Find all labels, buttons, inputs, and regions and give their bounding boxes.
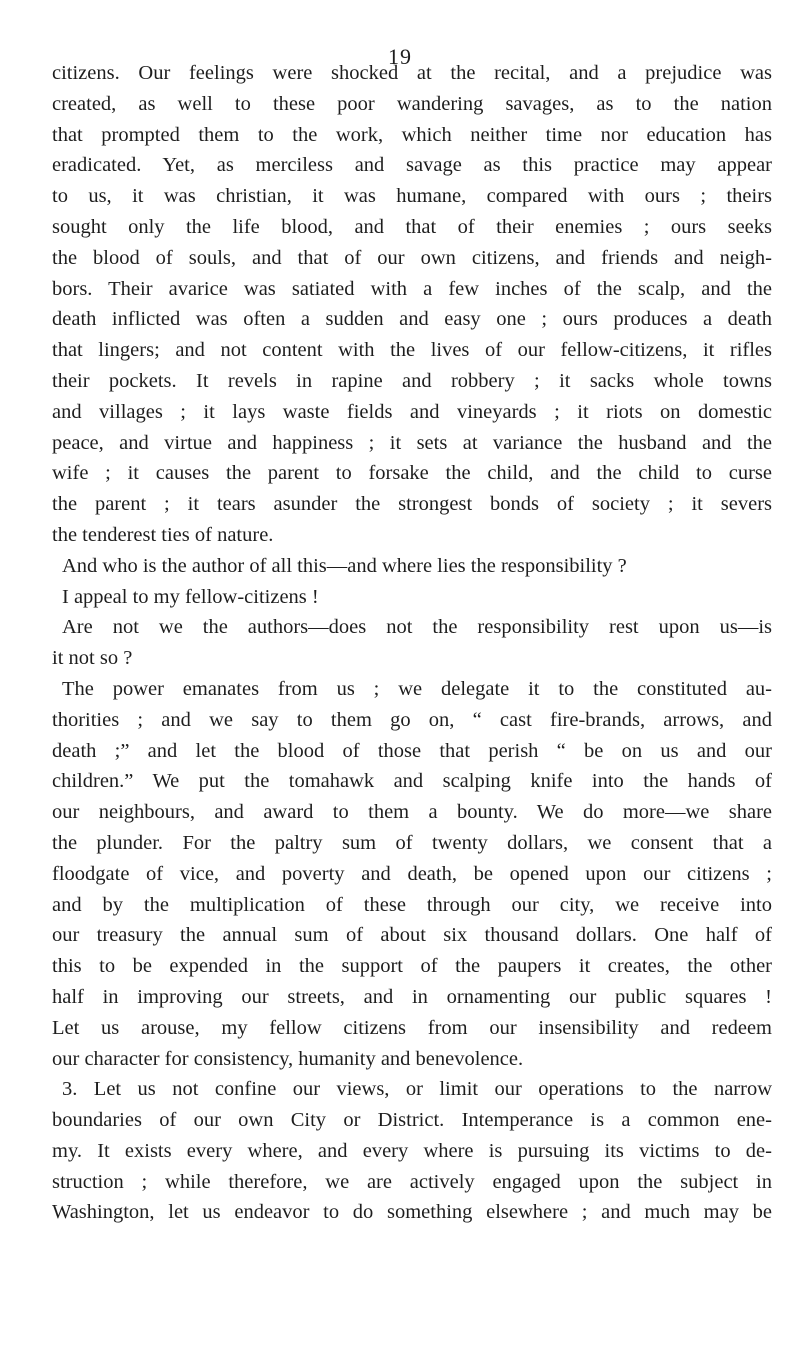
text-line: death ;” and let the blood of those that perish “ be on us and our [52,739,772,762]
text-line: their pockets. It revels in rapine and robbery ; it sacks whole towns [52,369,772,392]
text-line: and by the multiplication of these through our city, we receive into [52,893,772,916]
text-line: our neighbours, and award to them a bounty. We do more—we share [52,801,772,824]
text-line: Let us arouse, my fellow citizens from our insensibility and redeem [52,1016,772,1039]
text-line: Are not we the authors—does not the responsibility rest upon us—is [62,616,772,639]
text-line: the blood of souls, and that of our own citizens, and friends and neigh- [52,246,772,269]
text-line: bors. Their avarice was satiated with a few inches of the scalp, and the [52,277,772,300]
page-number: 19 [388,44,412,69]
text-line: and villages ; it lays waste fields and vineyards ; it riots on domestic [52,400,772,423]
body-text [52,58,772,1228]
text-line: that prompted them to the work, which neither time nor education has [52,123,772,146]
text-line: The power emanates from us ; we delegate it to the constituted au- [62,677,772,700]
text-line: floodgate of vice, and poverty and death, be opened upon our citizens ; [52,862,772,885]
text-line: And who is the author of all this—and where lies the responsibility ? [62,554,627,577]
text-line: the parent ; it tears asunder the strongest bonds of society ; it severs [52,493,772,516]
text-line: struction ; while therefore, we are actively engaged upon the subject in [52,1170,772,1193]
text-line: thorities ; and we say to them go on, “ cast fire-brands, arrows, and [52,708,772,731]
text-line: the plunder. For the paltry sum of twenty dollars, we consent that a [52,831,772,854]
text-line: 3. Let us not confine our views, or limit our operations to the narrow [62,1078,772,1101]
text-line: my. It exists every where, and every where is pursuing its victims to de- [52,1139,772,1162]
text-line: it not so ? [52,647,133,670]
text-line: Washington, let us endeavor to do something elsewhere ; and much may be [52,1201,772,1224]
text-line: half in improving our streets, and in ornamenting our public squares ! [52,985,772,1008]
text-line: death inflicted was often a sudden and easy one ; ours produces a death [52,308,772,331]
text-line: our character for consistency, humanity and benevolence. [52,1047,524,1070]
text-line: wife ; it causes the parent to forsake the child, and the child to curse [52,462,772,485]
text-line: that lingers; and not content with the lives of our fellow-citizens, it rifles [52,339,772,362]
text-line: peace, and virtue and happiness ; it sets at variance the husband and the [52,431,772,454]
text-line: to us, it was christian, it was humane, compared with ours ; theirs [52,185,772,208]
text-line: children.” We put the tomahawk and scalping knife into the hands of [52,770,772,793]
text-line: created, as well to these poor wandering savages, as to the nation [52,92,772,115]
text-line: this to be expended in the support of the paupers it creates, the other [52,955,772,978]
text-line: sought only the life blood, and that of their enemies ; ours seeks [52,215,772,238]
text-line: our treasury the annual sum of about six thousand dollars. One half of [52,924,772,947]
text-line: eradicated. Yet, as merciless and savage as this practice may appear [52,154,772,177]
text-line: I appeal to my fellow-citizens ! [62,585,319,608]
text-line: the tenderest ties of nature. [52,523,274,546]
text-line: citizens. Our feelings were shocked at the recital, and a prejudice was [52,62,772,84]
text-line: boundaries of our own City or District. Intemperance is a common ene- [52,1109,772,1132]
